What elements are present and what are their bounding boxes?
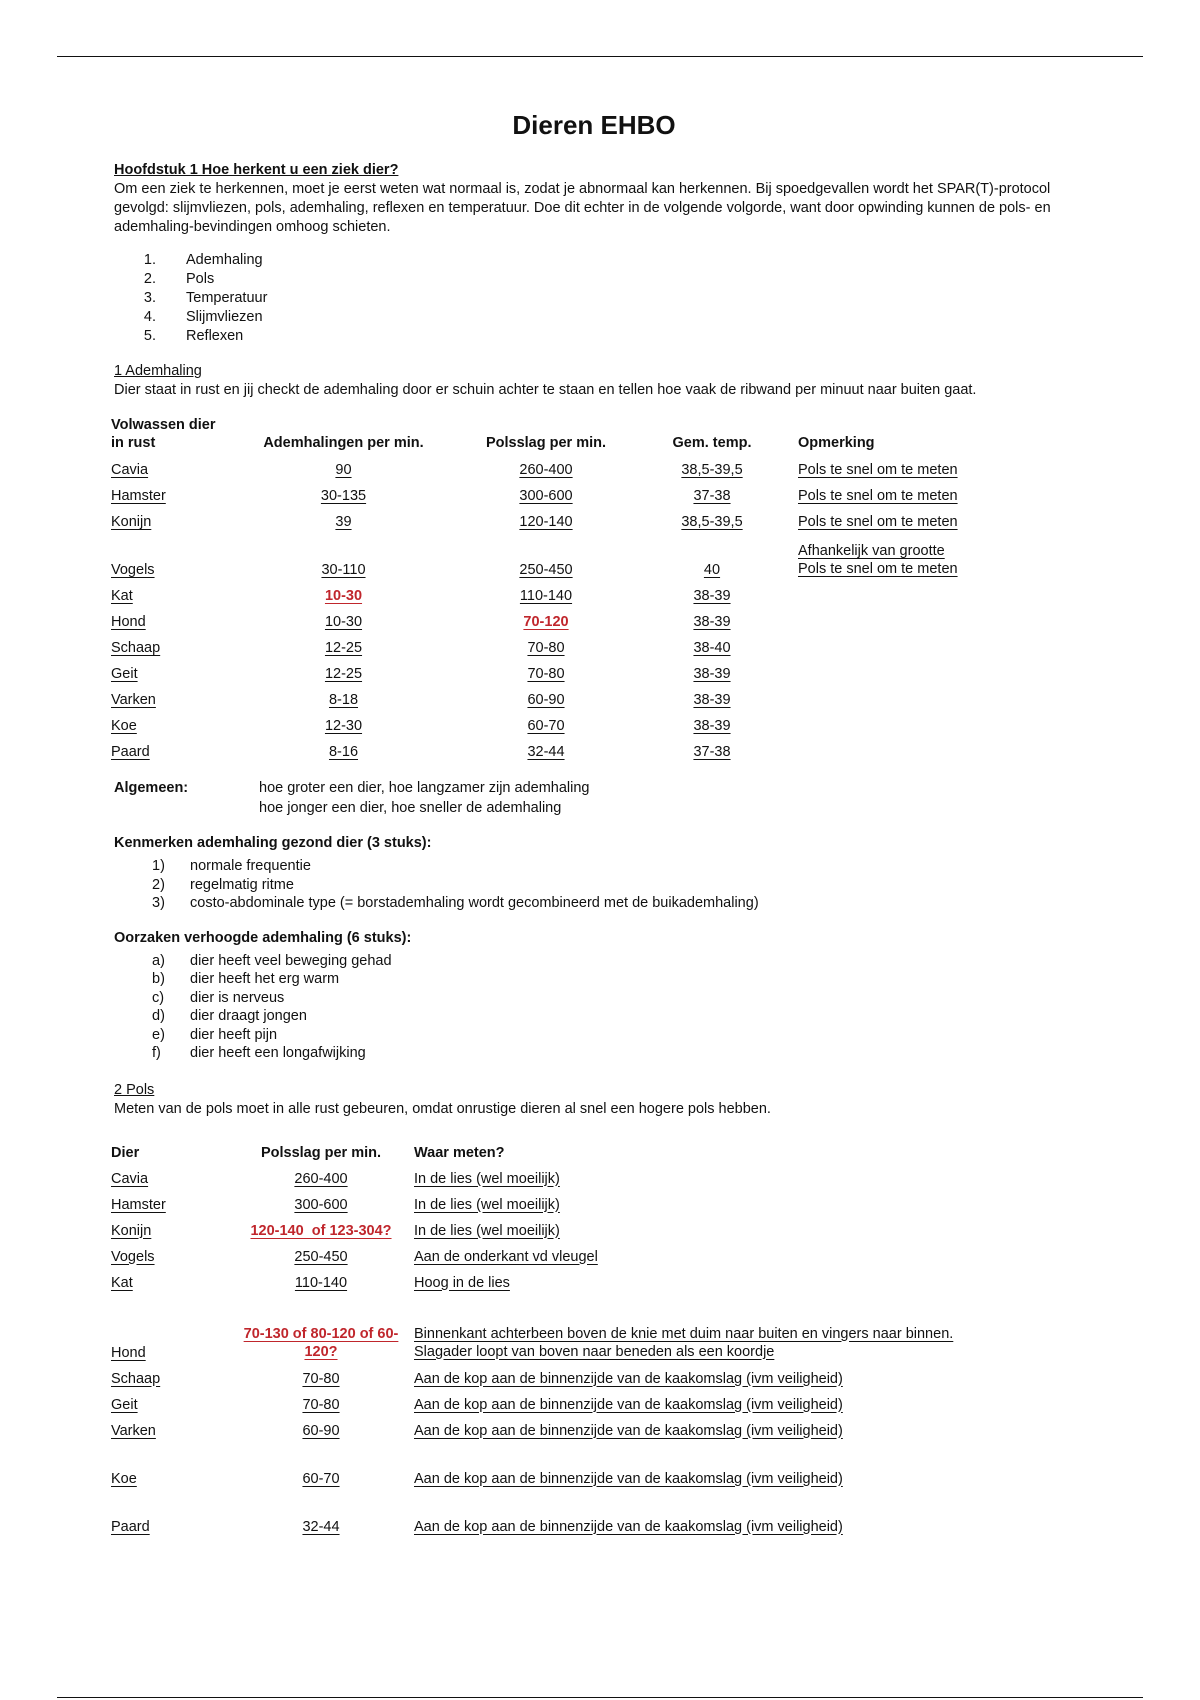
check-order-list xyxy=(114,251,1074,346)
table-row xyxy=(111,1361,1046,1387)
table-cell: Paard xyxy=(111,1518,150,1535)
table-cell: Aan de kop aan de binnenzijde van de kaakomslag (ivm veiligheid) xyxy=(414,1396,843,1413)
table-cell: 70-80 xyxy=(302,1370,340,1387)
table-header-row xyxy=(111,1135,1046,1161)
table-cell: Schaap xyxy=(111,1370,161,1387)
table-row xyxy=(111,530,1048,578)
list-item xyxy=(114,1026,1074,1045)
table-cell xyxy=(406,1291,1046,1361)
healthy-heading: Kenmerken ademhaling gezond dier (3 stuks): xyxy=(114,835,432,851)
causes-block xyxy=(114,929,1074,1063)
table-row xyxy=(111,1291,1046,1361)
table-cell: Kat xyxy=(111,1274,133,1291)
text-span: Slijmvliezen xyxy=(186,309,263,325)
table-cell: Konijn xyxy=(111,1222,152,1239)
table-cell: 60-90 xyxy=(527,692,565,708)
chapter-intro: Om een ziek te herkennen, moet je eerst weten wat normaal is, zodat je abnormaal kan herkennen. Bij spoedgevallen wordt het SPAR(T)-protocol gevolgd: slijmvliezen, pols, ademhaling, reflexen en temperatuur. Doe dit echter in de volgende volgorde, want door opwinding kunnen de pols- en ademhaling-bevindingen omhoog schieten. xyxy=(114,181,1051,235)
header-temp: Gem. temp. xyxy=(672,435,752,451)
table-row xyxy=(111,1487,1046,1535)
text-span: in rust xyxy=(111,435,156,451)
table-cell: 260-400 xyxy=(294,1170,348,1187)
table-cell: 37-38 xyxy=(693,488,731,504)
table-cell: In de lies (wel moeilijk) xyxy=(414,1222,560,1239)
table-cell xyxy=(798,682,1048,708)
table-cell: Cavia xyxy=(111,462,149,478)
text-span: 2. xyxy=(143,271,156,287)
table-row xyxy=(111,630,1048,656)
header-pulse: Polsslag per min. xyxy=(485,435,607,451)
table-row xyxy=(111,578,1048,604)
highlight-value: 70-120 xyxy=(523,614,569,630)
table-header-row xyxy=(111,416,1048,452)
list-item xyxy=(114,952,1074,971)
ademhaling-table xyxy=(111,416,1048,760)
table-cell: 32-44 xyxy=(302,1518,340,1535)
text-span: dier heeft pijn xyxy=(190,1026,278,1043)
causes-heading: Oorzaken verhoogde ademhaling (6 stuks): xyxy=(114,929,412,946)
table-cell: 70-80 xyxy=(302,1396,340,1413)
table-row xyxy=(111,1213,1046,1239)
table-cell: 12-30 xyxy=(324,718,363,734)
page-title: Dieren EHBO xyxy=(512,110,676,140)
table-cell: 10-30 xyxy=(324,614,363,630)
list-item xyxy=(114,1044,1074,1063)
table-cell: Varken xyxy=(111,1422,156,1439)
table-cell: In de lies (wel moeilijk) xyxy=(414,1196,560,1213)
table-cell: Pols te snel om te meten xyxy=(798,462,958,478)
header-where: Waar meten? xyxy=(414,1144,505,1161)
table-row xyxy=(111,1239,1046,1265)
table-cell xyxy=(798,630,1048,656)
table-cell: Aan de kop aan de binnenzijde van de kaakomslag (ivm veiligheid) xyxy=(414,1370,843,1387)
table-cell xyxy=(798,604,1048,630)
table-cell: Aan de kop aan de binnenzijde van de kaakomslag (ivm veiligheid) xyxy=(414,1470,843,1487)
table-cell: 39 xyxy=(335,514,352,530)
general-line: hoe groter een dier, hoe langzamer zijn ademhaling xyxy=(259,780,590,796)
table-cell: Varken xyxy=(111,692,156,708)
text-span: dier heeft het erg warm xyxy=(190,971,340,987)
text-span: regelmatig ritme xyxy=(190,876,294,893)
table-cell: 12-25 xyxy=(324,640,363,656)
table-cell: Kat xyxy=(111,588,133,604)
table-row xyxy=(111,1161,1046,1187)
table-cell: 60-90 xyxy=(302,1422,340,1439)
text-span: dier is nerveus xyxy=(190,989,285,1006)
text-span: a) xyxy=(152,952,165,969)
table-cell xyxy=(798,530,1048,578)
text-span: Afhankelijk van grootte xyxy=(798,543,945,559)
pols-text: Meten van de pols moet in alle rust gebeuren, omdat onrustige dieren al snel een hogere pols hebben. xyxy=(114,1100,771,1117)
ademhaling-text: Dier staat in rust en jij checkt de ademhaling door er schuin achter te staan en tellen hoe vaak de ribwand per minuut naar buiten gaat. xyxy=(114,382,977,398)
table-row xyxy=(111,604,1048,630)
text-span: dier draagt jongen xyxy=(190,1008,307,1024)
table-row xyxy=(111,656,1048,682)
highlight-value: 10-30 xyxy=(324,588,363,604)
text-span: Pols te snel om te meten xyxy=(798,561,958,577)
pols-table xyxy=(111,1135,1046,1535)
list-item xyxy=(114,876,1074,895)
list-item xyxy=(114,970,1074,989)
text-span: Slagader loopt van boven naar beneden als een koordje xyxy=(414,1343,775,1360)
section-heading-ademhaling: 1 Ademhaling xyxy=(114,363,202,379)
general-note xyxy=(114,778,1074,818)
table-cell: Schaap xyxy=(111,640,161,656)
table-cell xyxy=(798,656,1048,682)
table-row xyxy=(111,682,1048,708)
text-span: f) xyxy=(152,1045,161,1061)
highlight-value xyxy=(236,1291,406,1361)
table-cell: 38-39 xyxy=(693,718,731,734)
table-cell xyxy=(798,708,1048,734)
table-cell: 90 xyxy=(335,462,352,478)
header-animal: Dier xyxy=(111,1144,140,1161)
text-span: Volwassen dier xyxy=(111,417,216,433)
list-item xyxy=(114,308,1074,327)
text-span: 5. xyxy=(143,328,156,344)
text-span: 70-130 of 80-120 of 60- xyxy=(243,1325,399,1342)
text-span: dier heeft veel beweging gehad xyxy=(190,952,392,969)
text-span: 3) xyxy=(152,895,165,911)
table-cell: Hond xyxy=(111,1344,146,1361)
table-cell: Hoog in de lies xyxy=(414,1274,510,1291)
header-pulse: Polsslag per min. xyxy=(260,1144,382,1161)
table-cell: 300-600 xyxy=(294,1196,348,1213)
table-cell: Geit xyxy=(111,1396,138,1413)
table-cell: Aan de kop aan de binnenzijde van de kaakomslag (ivm veiligheid) xyxy=(414,1518,843,1535)
text-span: c) xyxy=(152,989,165,1006)
general-line: hoe jonger een dier, hoe sneller de ademhaling xyxy=(259,800,562,816)
header-remark: Opmerking xyxy=(798,435,875,451)
highlight-value: 120-140 of 123-304? xyxy=(250,1222,392,1239)
table-row xyxy=(111,1413,1046,1439)
table-cell: Vogels xyxy=(111,562,155,578)
table-cell: Hamster xyxy=(111,1196,166,1213)
text-span: 1. xyxy=(143,252,156,268)
text-span: Temperatuur xyxy=(186,290,268,306)
table-cell: Geit xyxy=(111,666,138,682)
table-cell: 30-135 xyxy=(320,488,367,504)
text-span: b) xyxy=(152,971,165,987)
table-cell xyxy=(798,578,1048,604)
table-cell: Aan de onderkant vd vleugel xyxy=(414,1248,598,1265)
table-row xyxy=(111,708,1048,734)
text-span: 120? xyxy=(304,1343,338,1360)
text-span: d) xyxy=(152,1008,165,1024)
text-span: 2) xyxy=(152,876,165,893)
text-span: dier heeft een longafwijking xyxy=(190,1045,366,1061)
table-cell: 38-39 xyxy=(693,588,731,604)
table-cell: 120-140 xyxy=(519,514,573,530)
table-cell: 300-600 xyxy=(519,488,573,504)
table-cell: 250-450 xyxy=(294,1248,348,1265)
text-span: Reflexen xyxy=(186,328,244,344)
text-span: 4. xyxy=(143,309,156,325)
table-cell: Cavia xyxy=(111,1170,149,1187)
table-cell: 8-16 xyxy=(328,744,359,760)
table-cell: 110-140 xyxy=(519,588,573,604)
table-cell: 70-80 xyxy=(527,666,565,682)
general-label: Algemeen: xyxy=(114,780,189,796)
table-row xyxy=(111,478,1048,504)
list-item xyxy=(114,1007,1074,1026)
list-item xyxy=(114,270,1074,289)
table-cell: 12-25 xyxy=(324,666,363,682)
table-cell: Aan de kop aan de binnenzijde van de kaakomslag (ivm veiligheid) xyxy=(414,1422,843,1439)
text-span: 1) xyxy=(152,858,165,874)
table-cell: Koe xyxy=(111,718,137,734)
table-cell: 37-38 xyxy=(693,744,731,760)
table-cell: 60-70 xyxy=(527,718,565,734)
list-item xyxy=(114,857,1074,876)
list-item xyxy=(114,327,1074,346)
table-row xyxy=(111,1387,1046,1413)
table-row xyxy=(111,452,1048,478)
table-row xyxy=(111,1265,1046,1291)
table-cell: Hamster xyxy=(111,488,166,504)
table-cell: 38-39 xyxy=(693,666,731,682)
table-cell: 260-400 xyxy=(519,462,573,478)
section-heading-pols: 2 Pols xyxy=(114,1081,155,1098)
table-cell: 30-110 xyxy=(321,562,366,578)
text-span: e) xyxy=(152,1026,165,1043)
table-cell: 40 xyxy=(703,562,721,578)
table-cell: 38-39 xyxy=(693,614,731,630)
table-cell: 250-450 xyxy=(519,562,573,578)
list-item xyxy=(114,289,1074,308)
table-cell: 38,5-39,5 xyxy=(681,514,743,530)
document-page xyxy=(111,110,1074,1535)
healthy-breathing-block xyxy=(114,834,1074,913)
text-span: Ademhaling xyxy=(186,252,263,268)
list-item xyxy=(114,989,1074,1008)
table-row xyxy=(111,504,1048,530)
table-cell: 70-80 xyxy=(527,640,565,656)
list-item xyxy=(114,251,1074,270)
text-span: 3. xyxy=(143,290,156,306)
table-cell: 32-44 xyxy=(527,744,565,760)
table-row xyxy=(111,1187,1046,1213)
table-cell: 38-39 xyxy=(693,692,731,708)
text-span: normale frequentie xyxy=(190,858,311,874)
table-cell: Konijn xyxy=(111,514,152,530)
table-cell: Hond xyxy=(111,614,146,630)
header-breath: Ademhalingen per min. xyxy=(263,435,424,451)
table-row xyxy=(111,1439,1046,1487)
header-animal xyxy=(111,416,221,452)
table-cell: Koe xyxy=(111,1470,137,1487)
table-cell: 8-18 xyxy=(328,692,359,708)
text-span: Binnenkant achterbeen boven de knie met duim naar buiten en vingers naar binnen. xyxy=(414,1325,954,1342)
chapter-heading: Hoofdstuk 1 Hoe herkent u een ziek dier? xyxy=(114,162,399,178)
text-span: Pols xyxy=(186,271,215,287)
bottom-rule xyxy=(57,1697,1143,1698)
table-cell: In de lies (wel moeilijk) xyxy=(414,1170,560,1187)
top-rule xyxy=(57,56,1143,57)
table-cell: Pols te snel om te meten xyxy=(798,488,958,504)
table-cell: Pols te snel om te meten xyxy=(798,514,958,530)
table-cell xyxy=(798,734,1048,760)
table-cell: Vogels xyxy=(111,1248,155,1265)
table-cell: 38-40 xyxy=(693,640,731,656)
text-span: costo-abdominale type (= borstademhaling wordt gecombineerd met de buikademhaling) xyxy=(190,895,759,911)
table-cell: Paard xyxy=(111,744,150,760)
table-row xyxy=(111,734,1048,760)
table-cell: 38,5-39,5 xyxy=(681,462,743,478)
table-cell: 60-70 xyxy=(302,1470,340,1487)
table-cell: 110-140 xyxy=(294,1274,348,1291)
list-item xyxy=(114,894,1074,913)
